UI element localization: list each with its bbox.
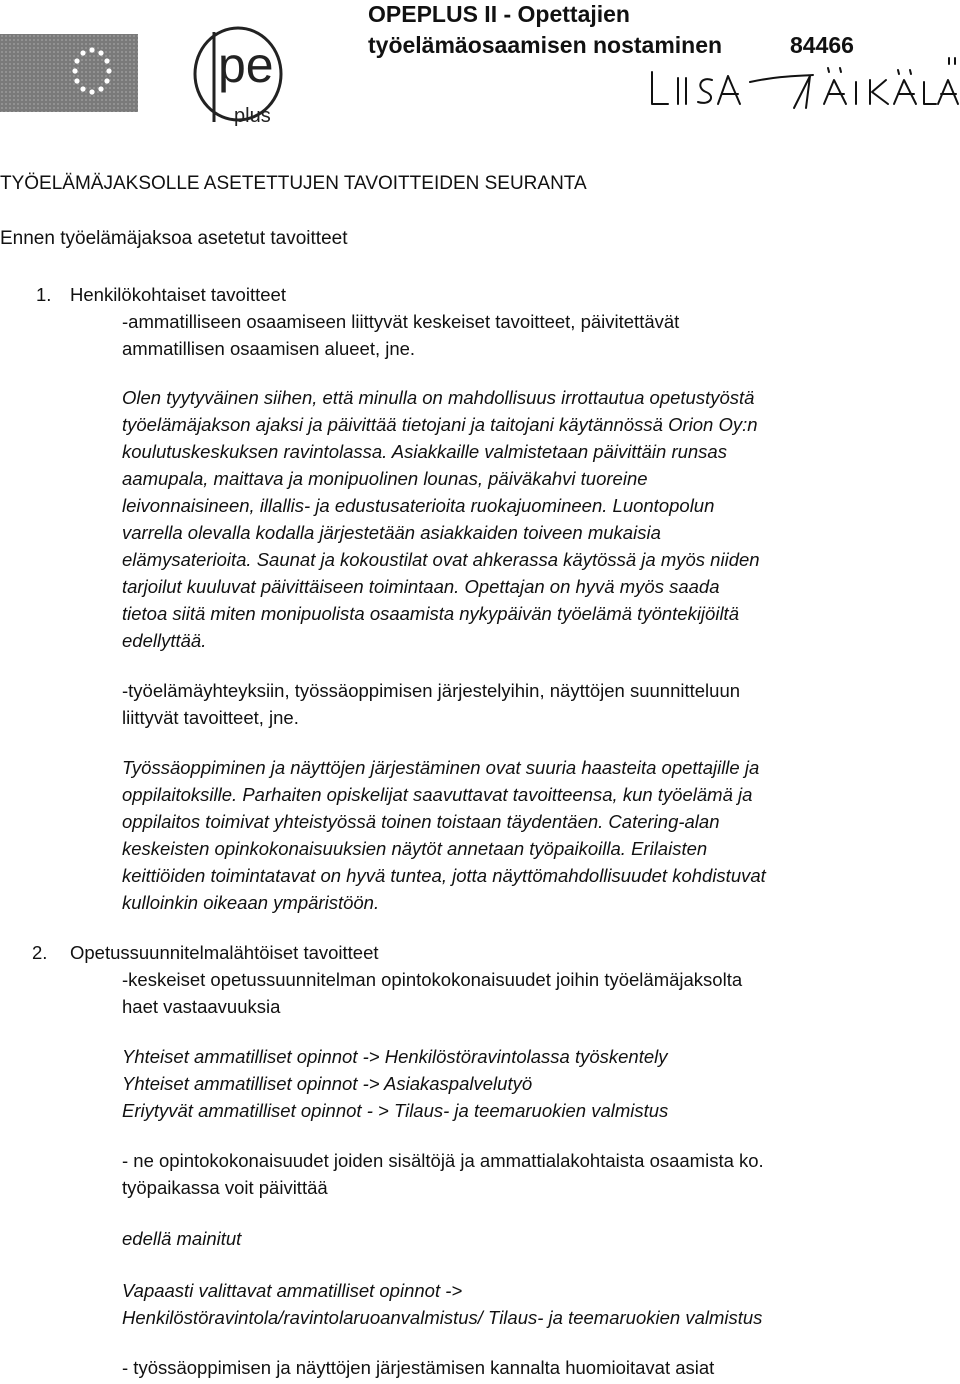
logo-sub-text: plus <box>234 105 271 127</box>
section1-answer-a-line1: Olen tyytyväinen siihen, että minulla on mahdollisuus irrottautua opetustyöstä <box>122 387 755 408</box>
project-number: 84466 <box>790 32 854 58</box>
section1-answer-b-line2: oppilaitoksille. Parhaiten opiskelijat saavuttavat tavoitteensa, kun työelämä ja <box>122 784 753 805</box>
section2-answer-a-line1: Yhteiset ammatilliset opinnot -> Henkilöstöravintolassa työskentely <box>122 1046 668 1067</box>
section1-answer-b-line5: keittiöiden toimintatavat on hyvä tuntea, jotta näyttömahdollisuudet kohdistuvat <box>122 865 766 886</box>
section1-number: 1. <box>36 284 52 305</box>
section1-answer-a-line4: aamupala, maittava ja monipuolinen lounas, päiväkahvi tuoreine <box>122 468 648 489</box>
section1-answer-a-line2: työelämäjakson ajaksi ja päivittää tietojani ja taitojani käytännössä Orion Oy:n <box>122 414 758 435</box>
logo-main-text: pe <box>218 37 274 93</box>
section1-prompt-a-line1: -ammatilliseen osaamiseen liittyvät keskeiset tavoitteet, päivitettävät <box>122 311 680 332</box>
document-subheading: Ennen työelämäjaksoa asetetut tavoitteet <box>0 228 348 249</box>
section2-prompt-b-line1: - ne opintokokonaisuudet joiden sisältöjä ja ammattialakohtaista osaamista ko. <box>122 1150 764 1171</box>
section1-answer-a-line10: edellyttää. <box>122 630 207 651</box>
section2-title: Opetussuunnitelmalähtöiset tavoitteet <box>70 942 379 963</box>
section2-answer-a-line2: Yhteiset ammatilliset opinnot -> Asiakaspalvelutyö <box>122 1073 533 1094</box>
section2-prompt-c: - työssäoppimisen ja näyttöjen järjestämisen kannalta huomioitavat asiat <box>122 1357 715 1378</box>
section2-number: 2. <box>32 942 48 963</box>
section1-prompt-a-line2: ammatillisen osaamisen alueet, jne. <box>122 338 416 359</box>
section1-answer-b-line3: oppilaitos toimivat yhteistyössä toinen toistaan täydentäen. Catering-alan <box>122 811 720 832</box>
section2-answer-c-line1: Vapaasti valittavat ammatilliset opinnot -> <box>122 1280 463 1301</box>
section2-prompt-a-line1: -keskeiset opetussuunnitelman opintokokonaisuudet joihin työelämäjaksolta <box>122 969 743 990</box>
section1-answer-a-line9: tietoa siitä miten monipuolista osaamista nykypäivän työelämä työntekijöiltä <box>122 603 739 624</box>
eu-stars-icon <box>0 34 138 112</box>
section2-prompt-b-line2: työpaikassa voit päivittää <box>122 1177 328 1198</box>
handwritten-signature <box>648 52 960 115</box>
header-title-line2: työelämäosaamisen nostaminen <box>368 32 723 58</box>
section1-answer-b-line6: kulloinkin oikeaan ympäristöön. <box>122 892 380 913</box>
section1-answer-b-line1: Työssäoppiminen ja näyttöjen järjestäminen ovat suuria haasteita opettajille ja <box>122 757 760 778</box>
header-title-line1: OPEPLUS II - Opettajien <box>368 1 630 27</box>
eu-flag-logo <box>0 34 138 112</box>
section1-answer-a-line5: leivonnaisineen, illallis- ja edustusaterioita ruokajuomineen. Luontopolun <box>122 495 715 516</box>
section1-answer-b-line4: keskeisten opinkokonaisuuksien näytöt annetaan työpaikoilla. Erilaisten <box>122 838 708 859</box>
opeplus-logo <box>190 18 300 135</box>
section1-prompt-b-line1: -työelämäyhteyksiin, työssäoppimisen järjestelyihin, näyttöjen suunnitteluun <box>122 680 741 701</box>
section1-title: Henkilökohtaiset tavoitteet <box>70 284 286 305</box>
section1-answer-a-line6: varrella olevalla kodalla järjestetään asiakkaiden toiveen mukaisia <box>122 522 661 543</box>
section2-answer-a-line3: Eriytyvät ammatilliset opinnot - > Tilaus- ja teemaruokien valmistus <box>122 1100 669 1121</box>
section2-answer-c-line2: Henkilöstöravintola/ravintolaruoanvalmistus/ Tilaus- ja teemaruokien valmistus <box>122 1307 763 1328</box>
section1-answer-a-line3: koulutuskeskuksen ravintolassa. Asiakkaille valmistetaan päivittäin runsas <box>122 441 727 462</box>
section2-prompt-a-line2: haet vastaavuuksia <box>122 996 281 1017</box>
section1-answer-a-line7: elämysaterioita. Saunat ja kokoustilat ovat ahkerassa käytössä ja myös niiden <box>122 549 760 570</box>
section1-answer-a-line8: tarjoilut kuuluvat päivittäiseen toimintaan. Opettajan on hyvä myös saada <box>122 576 720 597</box>
document-heading: TYÖELÄMÄJAKSOLLE ASETETTUJEN TAVOITTEIDEN SEURANTA <box>0 173 587 194</box>
section1-prompt-b-line2: liittyvät tavoitteet, jne. <box>122 707 299 728</box>
section2-answer-b: edellä mainitut <box>122 1228 242 1249</box>
